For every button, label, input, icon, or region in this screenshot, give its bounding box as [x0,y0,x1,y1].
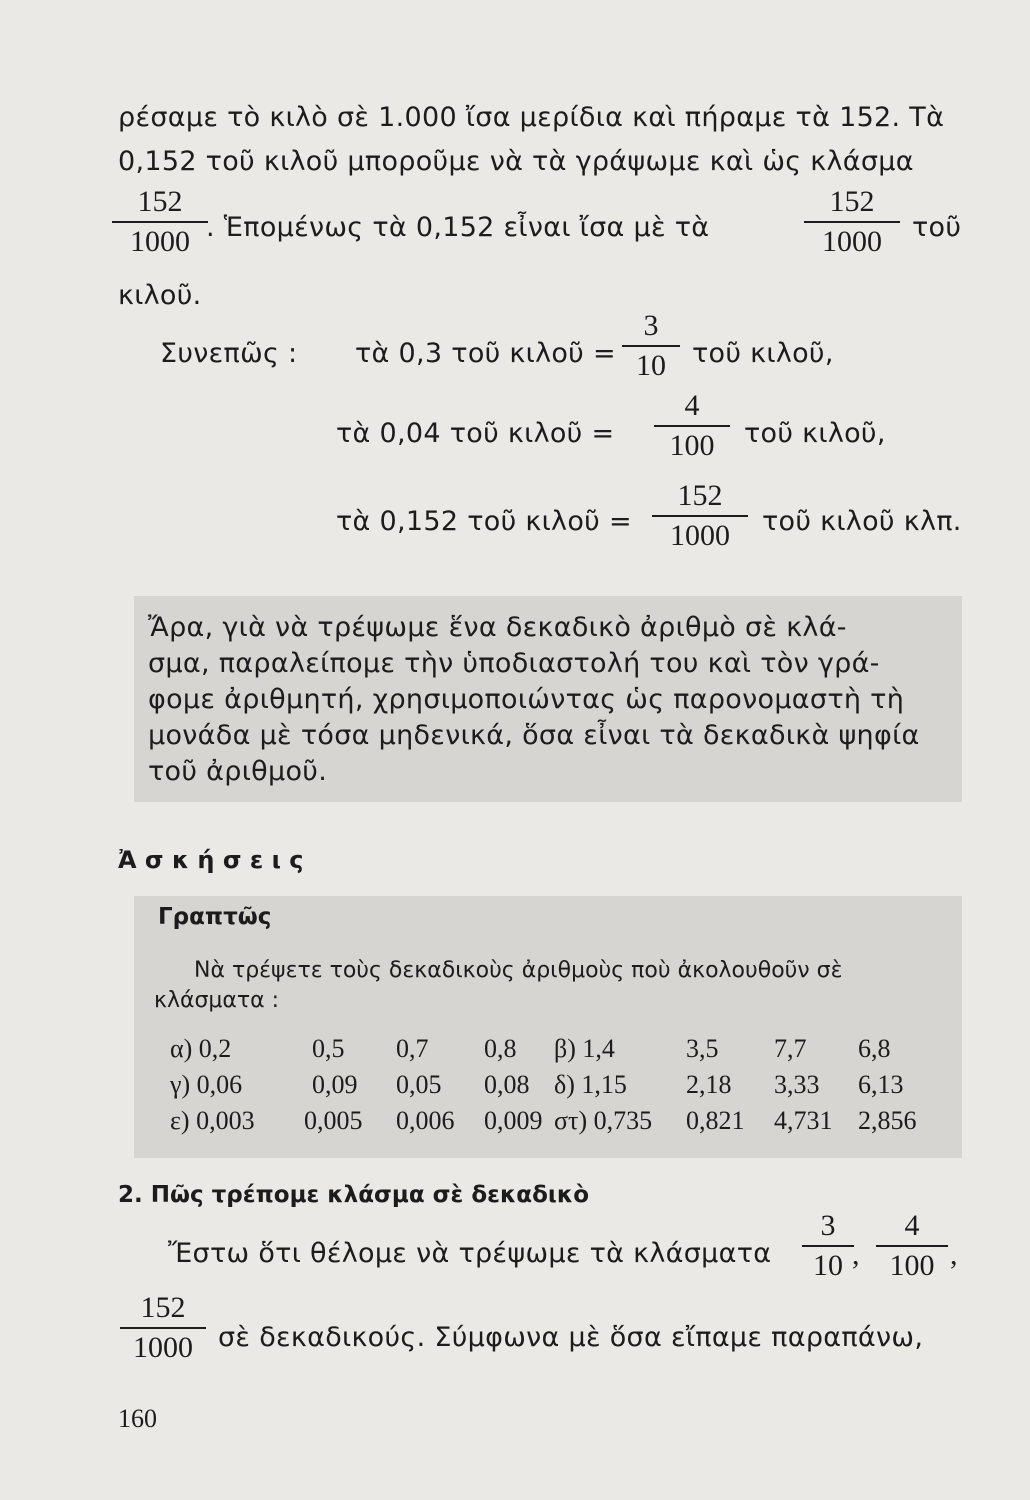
fraction-denominator: 10 [813,1249,843,1282]
exercises-heading: Ἀ σ κ ή σ ε ι ς [118,846,304,874]
equation-rhs: τοῦ κιλοῦ κλπ. [762,506,962,537]
fraction-numerator: 152 [140,1291,186,1324]
exercise-value: 3,5 [686,1034,719,1063]
rule-line: τοῦ ἀριθμοῦ. [148,756,328,787]
fraction-bar [112,221,208,223]
fraction-denominator: 1000 [822,225,882,258]
exercise-value: 0,5 [312,1034,345,1063]
equation-rhs: τοῦ κιλοῦ, [692,338,834,369]
exercise-value: δ) 1,15 [554,1070,627,1099]
comma-separator: , [950,1238,958,1271]
exercise-value: 2,18 [686,1070,732,1099]
exercise-value: 6,13 [858,1070,904,1099]
intro-tail: τοῦ [912,212,962,243]
equation-lhs: τὰ 0,152 τοῦ κιλοῦ = [336,506,632,537]
exercise-value: 0,08 [484,1070,530,1099]
exercise-value: 7,7 [774,1034,807,1063]
fraction-numerator: 152 [677,479,723,512]
exercise-value: ε) 0,003 [170,1106,255,1135]
fraction-4-100 [654,390,730,462]
section-2-title: 2. Πῶς τρέπομε κλάσμα σὲ δεκαδικὸ [118,1182,590,1208]
fraction-bar [654,425,730,427]
page-number: 160 [118,1404,157,1433]
fraction-bar [876,1245,948,1247]
section-2-line-2: σὲ δεκαδικούς. Σύμφωνα μὲ ὅσα εἴπαμε παραπάνω, [218,1322,924,1353]
fraction-denominator: 1000 [130,225,190,258]
fraction-bar [622,345,680,347]
fraction-152-1000-d [120,1292,206,1364]
intro-line-3: . Ἑπομένως τὰ 0,152 εἶναι ἴσα μὲ τὰ [206,212,710,243]
exercise-instruction-2: κλάσματα : [154,988,280,1013]
rule-line: Ἄρα, γιὰ νὰ τρέψωμε ἕνα δεκαδικὸ ἀριθμὸ σὲ κλά- [148,612,847,643]
fraction-152-1000-c [652,480,748,552]
exercise-value: 0,821 [686,1106,745,1135]
exercise-value: 0,009 [484,1106,543,1135]
fraction-bar [652,515,748,517]
exercise-value: 3,33 [774,1070,820,1099]
exercise-subheading: Γραπτῶς [158,904,272,930]
exercise-box [134,896,962,1158]
fraction-denominator: 1000 [670,519,730,552]
fraction-denominator: 100 [889,1249,935,1282]
fraction-4-100-b [876,1210,948,1282]
equation-lhs: τὰ 0,3 τοῦ κιλοῦ = [355,338,616,369]
fraction-152-1000-b [804,186,900,258]
fraction-152-1000-a [112,186,208,258]
equation-lhs: τὰ 0,04 τοῦ κιλοῦ = [336,418,615,449]
rule-line: μονάδα μὲ τόσα μηδενικά, ὅσα εἶναι τὰ δεκαδικὰ ψηφία [148,720,920,751]
exercise-value: στ) 0,735 [554,1106,653,1135]
fraction-numerator: 152 [137,185,183,218]
comma-separator: , [852,1238,860,1271]
section-2-line-1: Ἔστω ὅτι θέλομε νὰ τρέψωμε τὰ κλάσματα [168,1238,772,1269]
fraction-3-10 [622,310,680,382]
intro-line-2: 0,152 τοῦ κιλοῦ μποροῦμε νὰ τὰ γράψωμε καὶ ὡς κλάσμα [118,146,914,177]
rule-box [134,596,962,802]
exercise-value: 6,8 [858,1034,891,1063]
fraction-denominator: 100 [669,429,715,462]
exercise-value: 0,05 [396,1070,442,1099]
exercise-value: 0,006 [396,1106,455,1135]
exercise-value: 0,005 [304,1106,363,1135]
fraction-numerator: 4 [684,389,700,422]
fraction-bar [804,221,900,223]
fraction-denominator: 10 [636,349,666,382]
exercise-value: 4,731 [774,1106,833,1135]
rule-line: σμα, παραλείπομε τὴν ὑποδιαστολή του καὶ τὸν γρά- [148,648,880,679]
exercise-value: 2,856 [858,1106,917,1135]
fraction-numerator: 4 [904,1209,920,1242]
exercise-value: 0,8 [484,1034,517,1063]
equation-rhs: τοῦ κιλοῦ, [744,418,886,449]
exercise-value: α) 0,2 [170,1034,232,1063]
exercise-instruction-1: Νὰ τρέψετε τοὺς δεκαδικοὺς ἀριθμοὺς ποὺ ἀκολουθοῦν σὲ [194,958,843,983]
intro-line-1: ρέσαμε τὸ κιλὸ σὲ 1.000 ἴσα μερίδια καὶ πήραμε τὰ 152. Τὰ [118,102,945,133]
fraction-bar [120,1327,206,1329]
fraction-bar [802,1245,854,1247]
fraction-3-10-b [802,1210,854,1282]
exercise-value: 0,09 [312,1070,358,1099]
fraction-numerator: 3 [820,1209,836,1242]
rule-line: φομε ἀριθμητή, χρησιμοποιώντας ὡς παρονομαστὴ τὴ [148,684,905,715]
exercise-value: 0,7 [396,1034,429,1063]
fraction-numerator: 3 [643,309,659,342]
intro-line-4: κιλοῦ. [118,280,202,311]
equations-prefix: Συνεπῶς : [160,338,298,369]
exercise-value: γ) 0,06 [170,1070,243,1099]
fraction-numerator: 152 [829,185,875,218]
fraction-denominator: 1000 [133,1331,193,1364]
exercise-value: β) 1,4 [554,1034,615,1063]
